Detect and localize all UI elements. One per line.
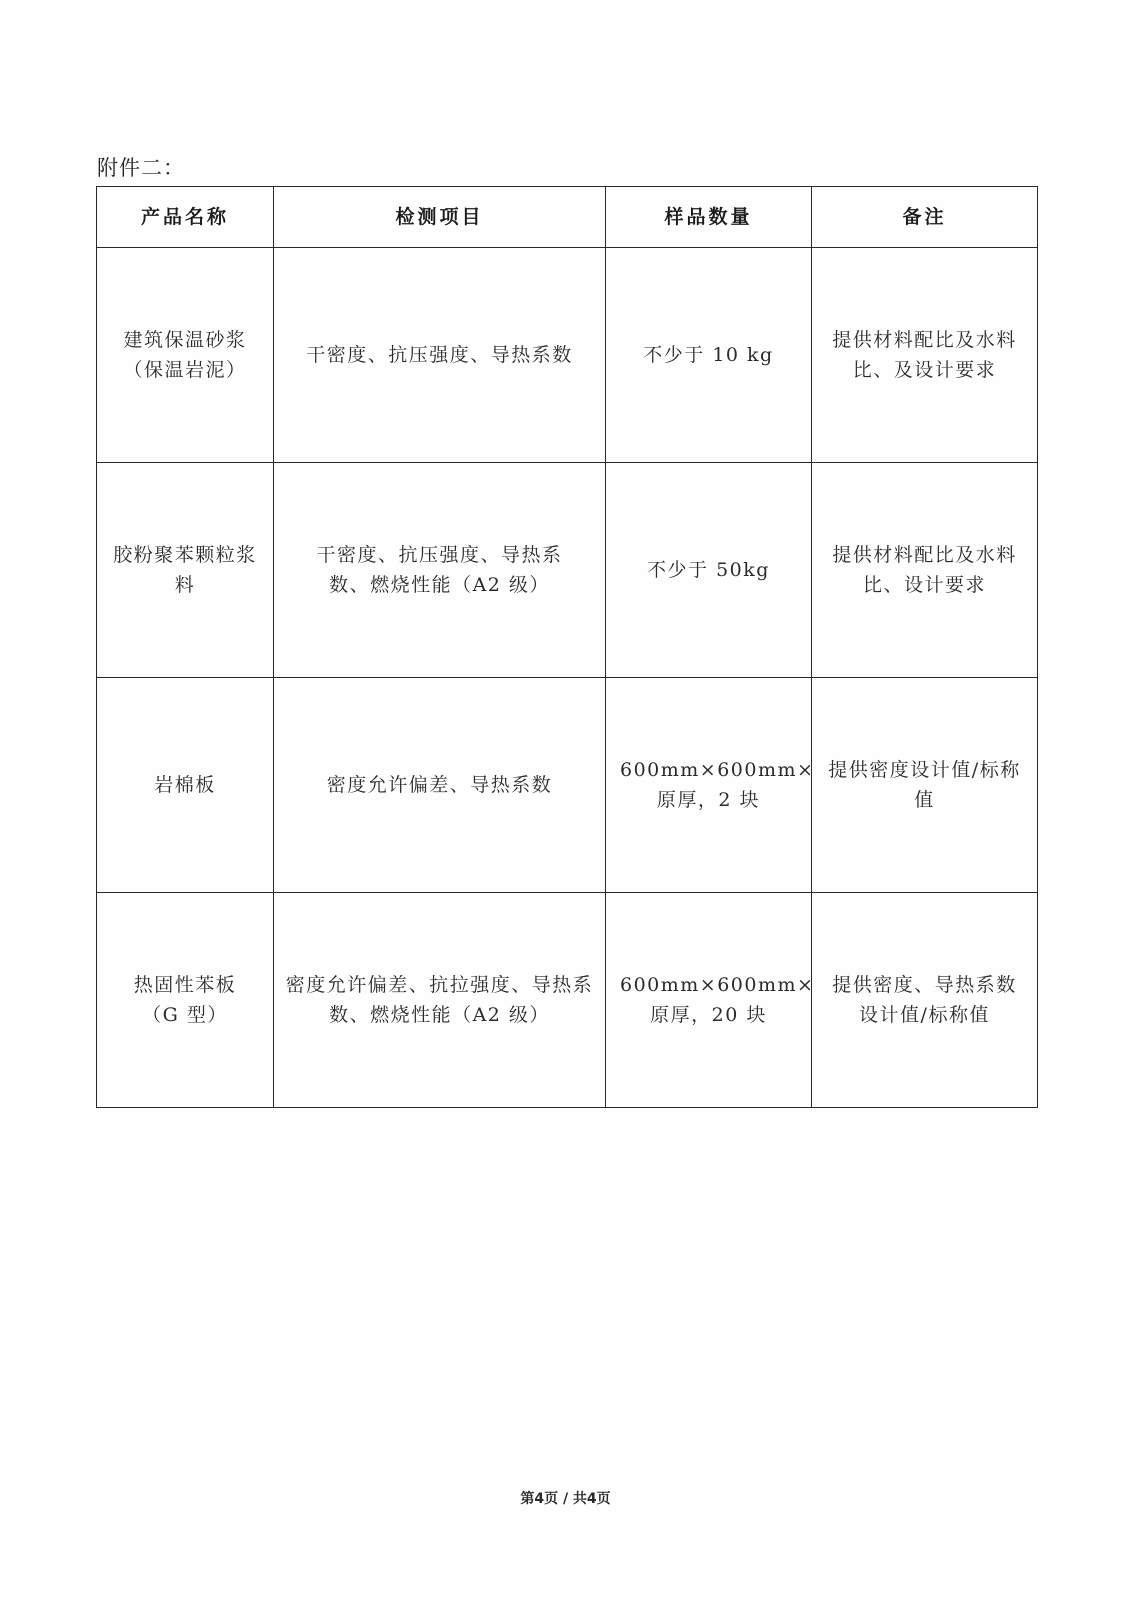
cell-remarks: 提供材料配比及水料比、设计要求 [812,463,1038,678]
cell-product: 建筑保温砂浆（保温岩泥） [97,248,274,463]
cell-quantity: 600mm×600mm×原厚，20 块 [606,893,812,1108]
cell-product: 热固性苯板（G 型） [97,893,274,1108]
cell-product: 胶粉聚苯颗粒浆料 [97,463,274,678]
cell-test-items: 密度允许偏差、导热系数 [274,678,606,893]
table-row [97,248,1038,463]
cell-test-items: 干密度、抗压强度、导热系数、燃烧性能（A2 级） [274,463,606,678]
cell-quantity: 不少于 50kg [606,463,812,678]
header-test-items: 检测项目 [274,187,606,248]
cell-quantity: 600mm×600mm×原厚，2 块 [606,678,812,893]
header-remarks: 备注 [812,187,1038,248]
cell-test-items: 干密度、抗压强度、导热系数 [274,248,606,463]
header-sample-quantity: 样品数量 [606,187,812,248]
table-row [97,463,1038,678]
page-number: 第4页 / 共4页 [520,1491,611,1507]
table-row [97,893,1038,1108]
table-row [97,678,1038,893]
cell-remarks: 提供密度、导热系数设计值/标称值 [812,893,1038,1108]
sample-requirements-table [96,186,1038,1108]
cell-remarks: 提供材料配比及水料比、及设计要求 [812,248,1038,463]
cell-test-items: 密度允许偏差、抗拉强度、导热系数、燃烧性能（A2 级） [274,893,606,1108]
cell-quantity: 不少于 10 kg [606,248,812,463]
table-header-row [97,187,1038,248]
cell-product: 岩棉板 [97,678,274,893]
attachment-label: 附件二： [97,156,185,180]
cell-remarks: 提供密度设计值/标称值 [812,678,1038,893]
header-product-name: 产品名称 [97,187,274,248]
